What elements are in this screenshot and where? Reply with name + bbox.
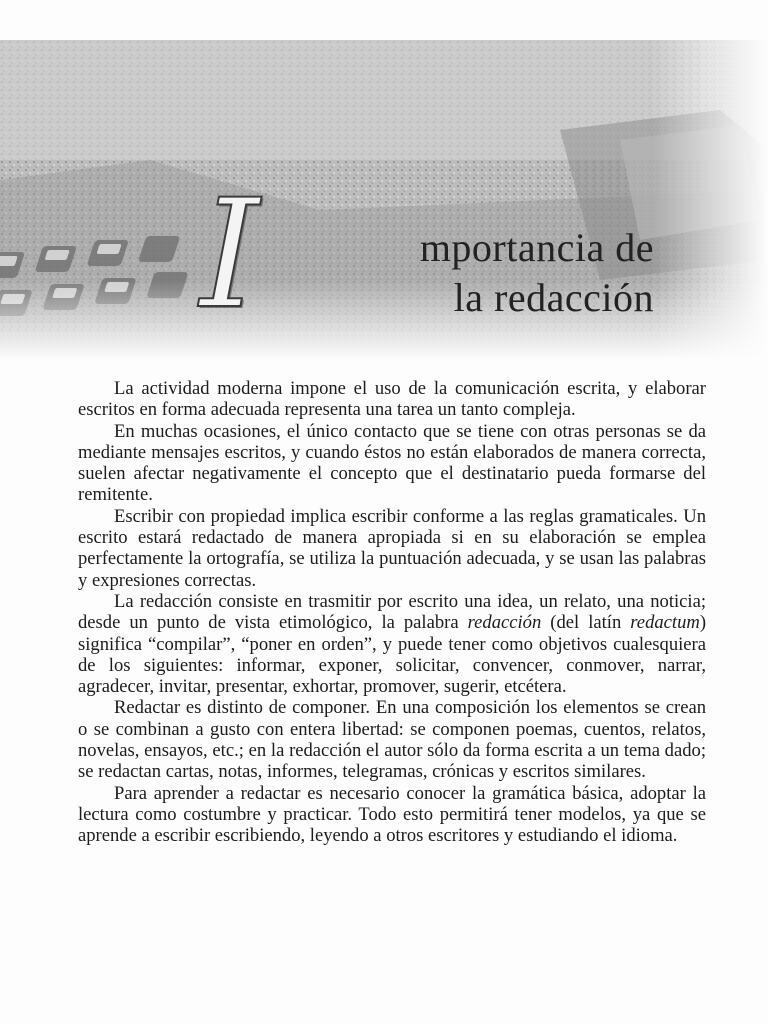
chapter-title [200, 168, 660, 342]
paragraph-6: Para aprender a redactar es necesario conocer la gramática básica, adoptar la lectura como costumbre y practicar. Todo esto permitirá tener modelos, ya que se aprende a escribir escribiendo, leyendo a otros escritores y estudiando el idioma. [78, 782, 706, 847]
paragraph-4-part-1: La redacción consiste en trasmitir por escrito una idea, un relato, una noticia; desde un punto de vista etimológico, la palabra [78, 590, 706, 634]
paragraph-4-part-2: (del latín [541, 612, 631, 634]
paragraph-3: Escribir con propiedad implica escribir conforme a las reglas gramaticales. Un escrito estará redactado de manera apropiada si en su elaboración se emplea perfectamente la ortografía, se utiliza la puntuación adecuada, y se usan las palabras y expresiones correctas. [78, 505, 706, 591]
paragraph-5: Redactar es distinto de componer. En una composición los elementos se crean o se combinan a gusto con entera libertad: se componen poemas, cuentos, relatos, novelas, ensayos, etc.; en la redacción el autor sólo da forma escrita a un tema dado; se redactan cartas, notas, informes, telegramas, crónicas y escritos similares. [78, 697, 706, 783]
title-line-2: la redacción [453, 275, 654, 320]
paragraph-2: En muchas ocasiones, el único contacto que se tiene con otras personas se da mediante mensajes escritos, y cuando éstos no están elaborados de manera correcta, suelen afectar negativamente el concepto que el destinatario pueda formarse del remitente. [78, 420, 706, 506]
term-redaccion: redacción [467, 612, 542, 634]
title-line-1: mportancia de [419, 225, 654, 270]
body-text [78, 378, 706, 847]
paragraph-4-part-3: ) significa “compilar”, “poner en orden”, y puede tener como objetivos cualesquiera de los siguientes: informar, exponer, solicitar, convencer, conmover, narrar, agradecer, invitar, presentar, exhortar, promover, sugerir, etcétera. [78, 612, 707, 698]
title-decorative-initial: I [200, 168, 260, 342]
term-redactum: redactum [630, 612, 700, 634]
paragraph-1: La actividad moderna impone el uso de la comunicación escrita, y elaborar escritos en forma adecuada representa una tarea un tanto compleja. [78, 378, 706, 421]
paragraph-4 [78, 591, 706, 697]
